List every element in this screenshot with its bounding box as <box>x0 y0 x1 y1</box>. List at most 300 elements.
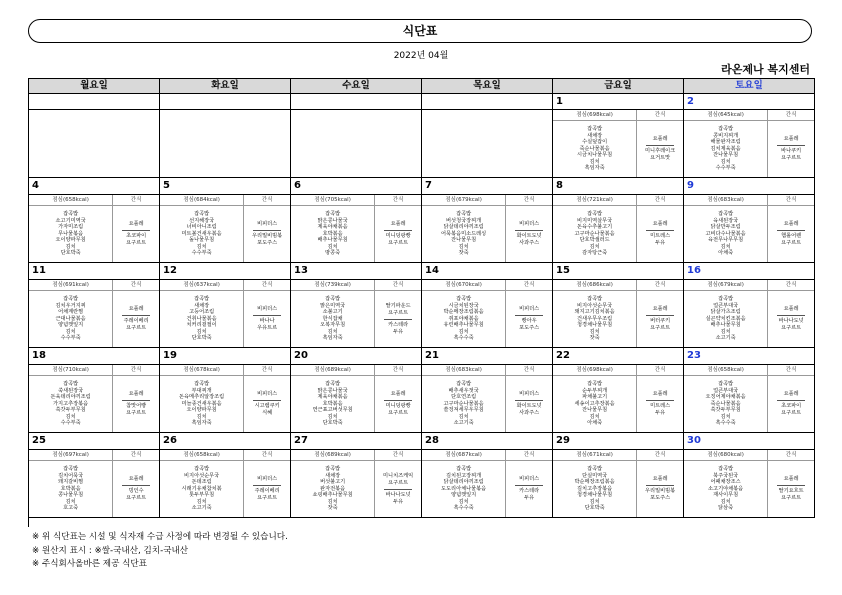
snack-divider <box>384 230 412 231</box>
lunch-item: 닭살데리야끼조림 <box>443 224 484 231</box>
day-menu-cell <box>422 365 553 433</box>
lunch-item: 무나물볶음 <box>58 230 84 237</box>
snack-item: 비피더스 <box>519 221 540 227</box>
lunch-item: 돌나물무침 <box>189 237 215 244</box>
menu-calendar <box>28 78 815 527</box>
snack-label: 간식 <box>261 367 273 373</box>
lunch-menu <box>684 376 768 432</box>
menu-header <box>422 450 552 461</box>
weekday-header-wed: 수요일 <box>291 79 422 94</box>
snack-item: 화이트도넛 <box>516 233 542 239</box>
lunch-item: 김치 <box>720 243 731 250</box>
snack-menu <box>375 291 421 347</box>
lunch-item: 소고기야채볶음 <box>708 485 744 492</box>
lunch-item: 소고기미역국 <box>55 217 86 224</box>
menu-header <box>553 195 683 206</box>
kcal-label: 점심(678kcal) <box>160 365 244 375</box>
lunch-item: 시금치나물무침 <box>577 152 613 159</box>
kcal-label: 점심(689kcal) <box>291 365 375 375</box>
lunch-item: 잡곡밥 <box>63 210 79 217</box>
lunch-item: 흑임자죽 <box>191 420 212 427</box>
snack-item: 요구르트 <box>781 240 802 246</box>
snack-item: 요구르트 <box>126 240 147 246</box>
lunch-item: 호박볶음 <box>322 230 343 237</box>
lunch-item: 잡곡밥 <box>456 210 472 217</box>
snack-menu <box>244 291 290 347</box>
snack-item: 화이트도넛 <box>516 403 542 409</box>
kcal-label: 점심(680kcal) <box>684 450 768 460</box>
lunch-menu <box>160 461 244 517</box>
day-menu-cell <box>29 450 160 518</box>
lunch-item: 잡곡밥 <box>194 210 210 217</box>
menu-header <box>553 280 683 291</box>
snack-divider <box>646 315 674 316</box>
menu-header <box>160 365 290 376</box>
day-menu-cell <box>160 280 291 348</box>
lunch-item: 너비아니조림 <box>186 224 217 231</box>
day-number: 29 <box>553 433 684 450</box>
snack-item: 요플레 <box>783 136 799 142</box>
lunch-item: 흑임자죽 <box>322 335 343 342</box>
lunch-menu <box>684 461 768 517</box>
snack-menu <box>375 376 421 432</box>
snack-item: 빙인수 <box>128 488 144 494</box>
lunch-item: 소불고기 <box>322 309 343 316</box>
kcal-label: 점심(679kcal) <box>422 195 506 205</box>
lunch-item: 고구마순나물볶음 <box>574 230 615 237</box>
snack-item: 우리밀비빔볶 <box>645 488 676 494</box>
snack-divider <box>253 485 281 486</box>
lunch-item: 아채죽 <box>718 250 734 257</box>
snack-item: 요구르트 <box>781 325 802 331</box>
lunch-item: 쥐포야채볶음 <box>448 315 479 322</box>
kcal-label: 점심(670kcal) <box>422 280 506 290</box>
lunch-item: 김치 <box>196 413 207 420</box>
lunch-item: 고비다수나물볶음 <box>705 230 746 237</box>
day-number: 15 <box>553 263 684 280</box>
lunch-item: 오징어제야채볶음 <box>705 394 746 401</box>
day-menu-cell <box>291 450 422 518</box>
day-number: 4 <box>29 178 160 195</box>
snack-label: 간식 <box>392 452 404 458</box>
snack-label: 간식 <box>261 452 273 458</box>
snack-menu <box>506 206 552 262</box>
footnote: ※ 위 식단표는 시설 및 식자재 수급 사정에 따라 변경될 수 있습니다. <box>32 532 288 542</box>
snack-divider <box>122 400 150 401</box>
page-title: 식단표 <box>28 19 812 43</box>
snack-menu <box>244 376 290 432</box>
lunch-item: 돈육수추불고기 <box>577 224 613 231</box>
lunch-item: 김치 <box>327 498 338 505</box>
snack-item: 두유 <box>393 498 404 505</box>
lunch-item: 양념깻잎지 <box>451 492 477 499</box>
snack-divider <box>646 485 674 486</box>
menu-body <box>553 376 683 432</box>
weekday-header-mon: 월요일 <box>29 79 160 94</box>
snack-divider <box>253 315 281 316</box>
snack-item: 카스테라 <box>388 321 409 328</box>
snack-item: 요구르트 <box>126 325 147 331</box>
menu-body <box>684 121 814 177</box>
lunch-item: 잣죽 <box>589 335 600 342</box>
snack-item: 요플레 <box>652 391 668 397</box>
snack-item: 사과주스 <box>519 410 540 416</box>
snack-divider <box>777 145 805 146</box>
lunch-item: 김치 <box>327 243 338 250</box>
snack-item: 요구르트 <box>126 495 147 501</box>
lunch-item: 단호박죽 <box>322 420 343 427</box>
lunch-item: 새채장 <box>325 472 341 479</box>
lunch-item: 김치 <box>589 498 600 505</box>
day-menu-cell <box>422 280 553 348</box>
snack-item: 비피더스 <box>519 306 540 312</box>
lunch-item: 비지아섯순무국 <box>184 472 220 479</box>
lunch-item: 돼지고기김치볶음 <box>574 309 615 316</box>
lunch-item: 치커리겉절이 <box>186 322 217 329</box>
snack-menu <box>768 121 814 177</box>
snack-item: 요구르트 <box>388 309 409 316</box>
day-menu-cell <box>160 195 291 263</box>
menu-body <box>684 291 814 347</box>
day-number: 19 <box>160 348 291 365</box>
snack-item: 요플레 <box>128 476 144 482</box>
snack-divider <box>515 315 543 316</box>
snack-divider <box>384 319 412 320</box>
day-number: 21 <box>422 348 553 365</box>
menu-body <box>29 206 159 262</box>
weekday-header-tue: 화요일 <box>160 79 291 94</box>
lunch-item: 박순메장조림볶음 <box>574 479 615 486</box>
kcal-label: 점심(689kcal) <box>291 450 375 460</box>
lunch-menu <box>422 376 506 432</box>
lunch-item: 가자미조림 <box>58 224 84 231</box>
lunch-item: 흑수수죽 <box>453 335 474 342</box>
lunch-item: 김치 <box>458 243 469 250</box>
lunch-item: 완자전볶음 <box>320 485 346 492</box>
lunch-item: 김치 <box>327 328 338 335</box>
snack-item: 비피더스 <box>519 391 540 397</box>
menu-body <box>291 376 421 432</box>
weekday-header-sat: 토요일 <box>684 79 815 94</box>
lunch-item: 쑥새된장국 <box>58 387 84 394</box>
lunch-item: 잡곡밥 <box>587 210 603 217</box>
day-number: 23 <box>684 348 815 365</box>
day-number: 6 <box>291 178 422 195</box>
snack-item: 참맛어빵 <box>126 403 147 409</box>
kcal-label: 점심(710kcal) <box>29 365 113 375</box>
snack-label: 간식 <box>261 197 273 203</box>
day-number: 14 <box>422 263 553 280</box>
lunch-item: 단호박죽 <box>584 505 605 512</box>
lunch-item: 소고기죽 <box>453 420 474 427</box>
snack-label: 간식 <box>654 452 666 458</box>
kcal-label: 점심(658kcal) <box>684 365 768 375</box>
lunch-item: 배추나물무침 <box>317 237 348 244</box>
menu-header <box>29 195 159 206</box>
lunch-item: 잡곡밥 <box>456 465 472 472</box>
snack-item: 요플레 <box>652 136 668 142</box>
snack-label: 간식 <box>130 452 142 458</box>
lunch-item: 제육야채볶음 <box>317 224 348 231</box>
lunch-item: 김치 <box>720 158 731 165</box>
lunch-item: 쇼핑배추나물무침 <box>312 492 353 499</box>
day-number <box>160 94 291 110</box>
lunch-item: 김치 <box>458 413 469 420</box>
snack-item: 바나쿠키 <box>781 148 802 154</box>
lunch-item: 배추나물무침 <box>710 322 741 329</box>
kcal-label: 점심(683kcal) <box>422 365 506 375</box>
snack-label: 간식 <box>392 367 404 373</box>
snack-divider <box>777 485 805 486</box>
snack-divider <box>122 230 150 231</box>
lunch-item: 박순메장조림볶음 <box>443 309 484 316</box>
day-menu-cell <box>684 110 815 178</box>
kcal-label: 점심(684kcal) <box>160 195 244 205</box>
lunch-item: 해물완자조림 <box>710 139 741 146</box>
lunch-item: 맑은콩나물국 <box>317 217 348 224</box>
kcal-label: 점심(698kcal) <box>553 365 637 375</box>
snack-label: 간식 <box>130 197 142 203</box>
day-menu-cell <box>684 365 815 433</box>
snack-divider <box>122 315 150 316</box>
snack-menu <box>113 461 159 517</box>
snack-item: 포도주스 <box>519 325 540 331</box>
lunch-item: 김치 <box>720 498 731 505</box>
lunch-item: 김치 <box>65 498 76 505</box>
lunch-item: 고등어조림 <box>189 309 215 316</box>
day-menu-cell <box>29 365 160 433</box>
lunch-item: 단호박죽 <box>191 335 212 342</box>
snack-label: 간식 <box>523 197 535 203</box>
menu-header <box>291 195 421 206</box>
lunch-item: 가지고추장볶음 <box>53 400 89 407</box>
lunch-menu <box>553 376 637 432</box>
lunch-item: 김치 <box>589 328 600 335</box>
lunch-menu <box>553 206 637 262</box>
snack-divider <box>515 230 543 231</box>
day-menu-cell <box>29 110 160 178</box>
lunch-menu <box>553 291 637 347</box>
lunch-item: 땅콩죽 <box>325 250 341 257</box>
snack-label: 간식 <box>130 367 142 373</box>
menu-body <box>684 376 814 432</box>
menu-body <box>160 376 290 432</box>
kcal-label: 점심(739kcal) <box>291 280 375 290</box>
snack-item: 비피더스 <box>257 306 278 312</box>
lunch-item: 재사이무침 <box>713 492 739 499</box>
snack-divider <box>646 230 674 231</box>
lunch-item: 제육야채볶음 <box>317 394 348 401</box>
day-menu-cell <box>422 195 553 263</box>
lunch-item: 쓸겅져세무우무침 <box>443 407 484 414</box>
day-number: 22 <box>553 348 684 365</box>
lunch-item: 버섯청국장찌개 <box>446 217 482 224</box>
snack-label: 간식 <box>785 367 797 373</box>
lunch-item: 새채장 <box>587 132 603 139</box>
lunch-menu <box>684 121 768 177</box>
lunch-menu <box>29 461 113 517</box>
lunch-item: 고구마순나물볶음 <box>443 400 484 407</box>
day-menu-cell <box>291 365 422 433</box>
lunch-item: 연근표고버섯무침 <box>312 407 353 414</box>
day-menu-cell <box>291 280 422 348</box>
lunch-item: 부대찌개 <box>191 387 212 394</box>
menu-body <box>553 206 683 262</box>
menu-body <box>422 376 552 432</box>
lunch-menu <box>291 206 375 262</box>
snack-item: 빵아우 <box>521 318 537 324</box>
lunch-item: 미늘종건새우볶음 <box>181 400 222 407</box>
snack-item: 요구르트 <box>650 325 671 331</box>
menu-header <box>553 110 683 121</box>
menu-header <box>160 195 290 206</box>
day-menu-cell <box>684 195 815 263</box>
menu-header <box>29 365 159 376</box>
lunch-menu <box>29 376 113 432</box>
snack-menu <box>637 376 683 432</box>
lunch-item: 죽순나물볶음 <box>579 145 610 152</box>
lunch-item: 잡곡밥 <box>718 125 734 132</box>
lunch-item: 수수부죽 <box>60 420 81 427</box>
menu-body <box>29 461 159 517</box>
lunch-item: 잔나물무침 <box>451 237 477 244</box>
menu-body <box>291 206 421 262</box>
day-menu-cell <box>553 450 684 518</box>
lunch-item: 수수부죽 <box>715 165 736 172</box>
lunch-item: 잡곡밥 <box>718 295 734 302</box>
footnote: ※ 주식회사올바른 제공 식단표 <box>32 559 148 569</box>
lunch-menu <box>422 291 506 347</box>
lunch-item: 김치 <box>65 328 76 335</box>
lunch-item: 닭삼죽 <box>718 505 734 512</box>
day-menu-cell <box>291 110 422 178</box>
snack-divider <box>384 400 412 401</box>
lunch-item: 호박볶음 <box>60 485 81 492</box>
snack-menu <box>375 206 421 262</box>
kcal-label: 점심(645kcal) <box>684 110 768 120</box>
menu-body <box>553 121 683 177</box>
snack-divider <box>515 400 543 401</box>
lunch-item: 건취나물볶음 <box>186 315 217 322</box>
snack-label: 간식 <box>785 197 797 203</box>
lunch-item: 김치 <box>458 328 469 335</box>
lunch-item: 김치우거지찌 <box>55 302 86 309</box>
menu-header <box>684 450 814 461</box>
snack-label: 간식 <box>392 197 404 203</box>
snack-item: 비피더스 <box>257 391 278 397</box>
day-number: 20 <box>291 348 422 365</box>
snack-label: 간식 <box>654 197 666 203</box>
kcal-label: 점심(679kcal) <box>684 280 768 290</box>
snack-item: 요플레 <box>783 306 799 312</box>
lunch-item: 시래기유채참치볶 <box>181 485 222 492</box>
snack-divider <box>777 400 805 401</box>
lunch-item: 비지아섯순무국 <box>577 302 613 309</box>
lunch-item: 비지미역살무국 <box>577 217 613 224</box>
day-number: 25 <box>29 433 160 450</box>
day-number: 8 <box>553 178 684 195</box>
menu-header <box>422 195 552 206</box>
snack-item: 우리밀비빔볶 <box>252 233 283 239</box>
snack-item: 두유 <box>655 410 666 416</box>
lunch-item: 육새된장국 <box>713 217 739 224</box>
snack-divider <box>122 485 150 486</box>
lunch-item: 돈육데리야끼조림 <box>50 394 91 401</box>
lunch-menu <box>553 461 637 517</box>
day-menu-cell <box>29 195 160 263</box>
lunch-item: 김치 <box>589 413 600 420</box>
snack-item: 요플레 <box>390 221 406 227</box>
lunch-item: 잣죽 <box>458 250 469 257</box>
lunch-menu <box>422 206 506 262</box>
lunch-item: 김치 <box>65 413 76 420</box>
lunch-item: 김치 <box>196 328 207 335</box>
day-number: 1 <box>553 94 684 110</box>
snack-item: 요구르트 <box>388 479 409 486</box>
lunch-item: 잡곡밥 <box>718 210 734 217</box>
menu-header <box>553 450 683 461</box>
snack-item: 바나나 <box>259 318 275 324</box>
snack-menu <box>506 291 552 347</box>
snack-divider <box>777 315 805 316</box>
lunch-item: 새채장 <box>194 302 210 309</box>
lunch-item: 잡곡밥 <box>194 380 210 387</box>
lunch-menu <box>160 206 244 262</box>
snack-item: 버터쿠키 <box>650 318 671 324</box>
day-number: 11 <box>29 263 160 280</box>
day-number: 28 <box>422 433 553 450</box>
snack-label: 간식 <box>523 282 535 288</box>
lunch-item: 배추새우젓국 <box>448 387 479 394</box>
kcal-label: 점심(683kcal) <box>684 195 768 205</box>
day-number: 12 <box>160 263 291 280</box>
day-number: 18 <box>29 348 160 365</box>
kcal-label: 점심(691kcal) <box>29 280 113 290</box>
snack-menu <box>637 121 683 177</box>
snack-item: 두유 <box>655 240 666 246</box>
lunch-menu <box>291 291 375 347</box>
day-number: 30 <box>684 433 815 450</box>
lunch-item: 어묵볶음미소드레싱 <box>441 230 487 237</box>
snack-item: 요플레 <box>390 391 406 397</box>
menu-header <box>160 280 290 291</box>
day-menu-cell <box>422 110 553 178</box>
snack-menu <box>637 291 683 347</box>
menu-header <box>291 450 421 461</box>
snack-menu <box>244 461 290 517</box>
snack-item: 우유트르 <box>257 325 278 331</box>
menu-body <box>684 461 814 517</box>
snack-item: 비피더스 <box>257 476 278 482</box>
day-menu-cell <box>684 280 815 348</box>
snack-divider <box>646 145 674 146</box>
lunch-item: 유린배추나물무침 <box>443 322 484 329</box>
lunch-item: 오이양파무침 <box>55 237 86 244</box>
lunch-item: 잡곡밥 <box>587 380 603 387</box>
lunch-item: 돈육메추리알장조림 <box>179 394 225 401</box>
lunch-item: 잡곡밥 <box>456 295 472 302</box>
snack-item: 요플레 <box>783 476 799 482</box>
lunch-item: 김치 <box>458 498 469 505</box>
lunch-item: 실곤약치킨조볶음 <box>705 315 746 322</box>
snack-item: 딸기요흐트 <box>778 488 804 494</box>
lunch-item: 소고기죽 <box>715 335 736 342</box>
lunch-menu <box>553 121 637 177</box>
snack-item: 미니딩팡빵 <box>385 403 411 409</box>
day-menu-cell <box>422 450 553 518</box>
snack-item: 초코파이 <box>126 233 147 239</box>
lunch-item: 잡곡밥 <box>63 465 79 472</box>
